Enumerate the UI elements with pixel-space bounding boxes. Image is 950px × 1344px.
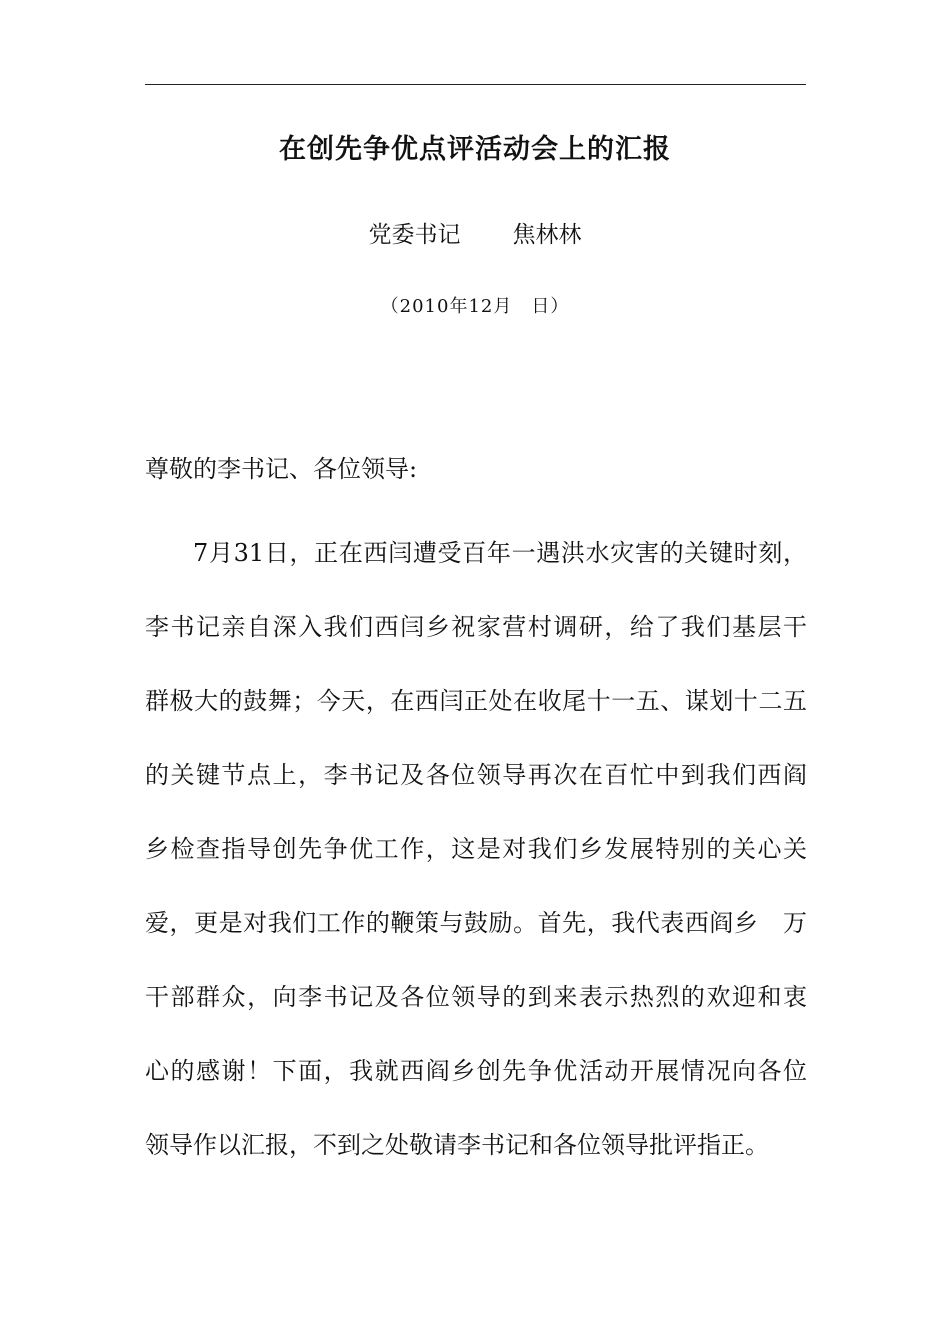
author-name: 焦林林: [512, 222, 582, 248]
body-line-8: 心的感谢！下面，我就西阎乡创先争优活动开展情况向各位: [145, 1057, 807, 1085]
body-line-7: 干部群众，向李书记及各位领导的到来表示热烈的欢迎和衷: [145, 983, 807, 1011]
document-title: 在创先争优点评活动会上的汇报: [279, 134, 671, 165]
document-date: （2010年12月 日）: [380, 296, 570, 317]
body-line-9: 领导作以汇报，不到之处敬请李书记和各位领导批评指正。: [145, 1131, 769, 1159]
body-line-5: 乡检查指导创先争优工作，这是对我们乡发展特别的关心关: [145, 835, 807, 863]
salutation: 尊敬的李书记、各位领导:: [145, 455, 418, 483]
body-line-6: 爱，更是对我们工作的鞭策与鼓励。首先，我代表西阎乡 万: [145, 909, 807, 937]
body-line-3: 群极大的鼓舞；今天，在西闫正处在收尾十一五、谋划十二五: [145, 687, 807, 715]
body-line-2: 李书记亲自深入我们西闫乡祝家营村调研，给了我们基层干: [145, 613, 807, 641]
author-byline: [0, 218, 950, 252]
header-rule: [145, 84, 806, 85]
body-line-4: 的关键节点上，李书记及各位领导再次在百忙中到我们西阎: [145, 761, 807, 789]
author-role: 党委书记: [368, 222, 461, 248]
body-line-1: 7月31日，正在西闫遭受百年一遇洪水灾害的关键时刻，: [193, 539, 807, 567]
